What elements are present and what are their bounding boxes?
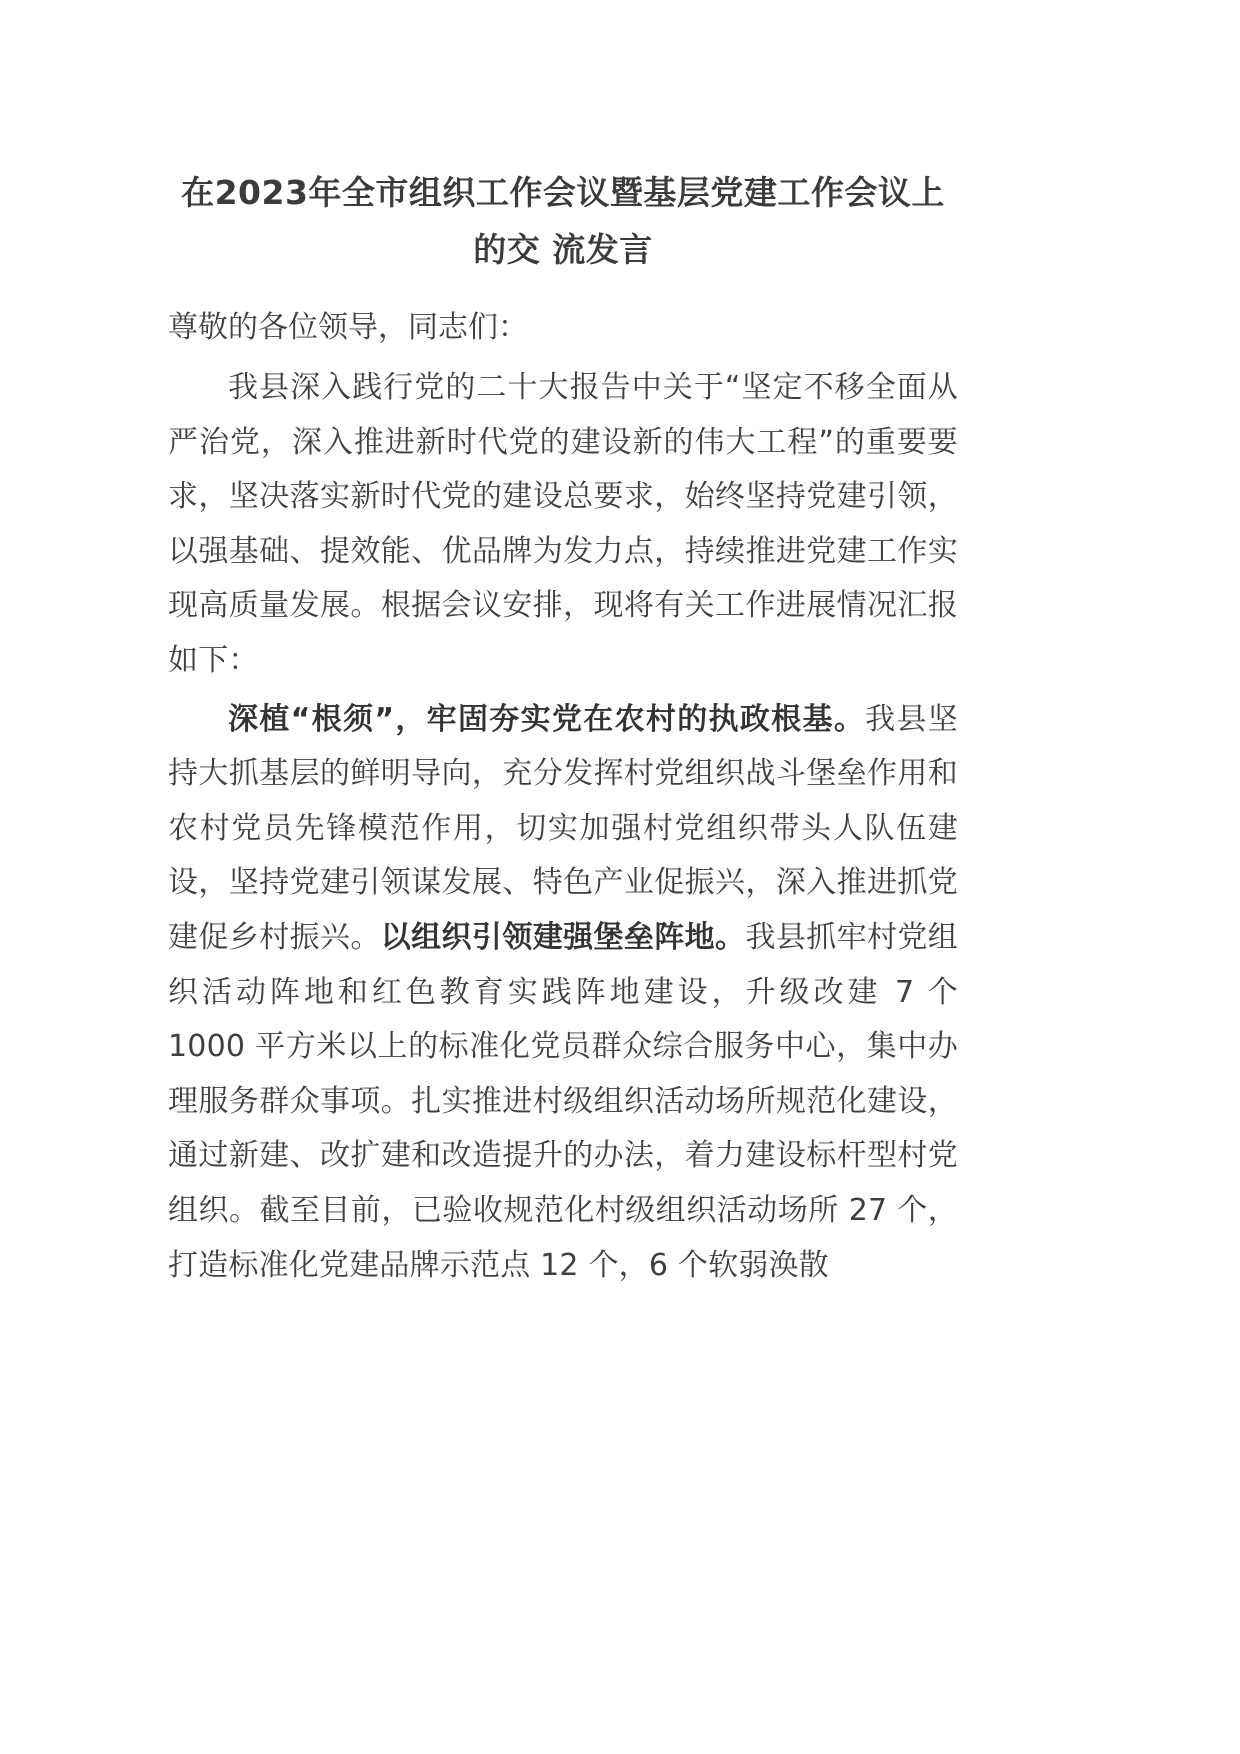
document-body (168, 165, 958, 1297)
bold-lead-1: 深植“根须”，牢固夯实党在农村的执政根基。 (228, 701, 866, 737)
paragraph-1: 我县深入践行党的二十大报告中关于“坚定不移全面从严治党，深入推进新时代党的建设新的伟大工程”的重要要求，坚决落实新时代党的建设总要求，始终坚持党建引领，以强基础、提效能、优品牌为发力点，持续推进党建工作实现高质量发展。根据会议安排，现将有关工作进展情况汇报如下： (168, 370, 958, 679)
salutation: 尊敬的各位领导，同志们： (168, 309, 528, 345)
page-title-line-1: 在2023年全市组织工作会议暨基层党建工作会议上的交 (181, 173, 945, 269)
paragraph-2 (168, 693, 958, 1294)
page-title (168, 165, 958, 279)
paragraph-2-body-2: 我县抓牢村党组织活动阵地和红色教育实践阵地建设，升级改建 7 个 1000 平方米以上的标准化党员群众综合服务中心，集中办理服务群众事项。扎实推进村级组织活动场所规范化建设，通过新建、改扩建和改造提升的办法，着力建设标杆型村党组织。截至目前，已验收规范化村级组织活动场所 27 个，打造标准化党建品牌示范点 12 个，6 个软弱涣散 (168, 920, 959, 1283)
bold-lead-2: 以组织引领建强堡垒阵地。 (380, 920, 746, 956)
paragraph-2-body-1: 我县坚持大抓基层的鲜明导向，充分发挥村党组织战斗堡垒作用和农村党员先锋模范作用，切实加强村党组织带头人队伍建设，坚持党建引领谋发展、特色产业促振兴，深入推进抓党建促乡村振兴。 (168, 701, 958, 956)
page-title-line-2: 流发言 (552, 229, 653, 269)
